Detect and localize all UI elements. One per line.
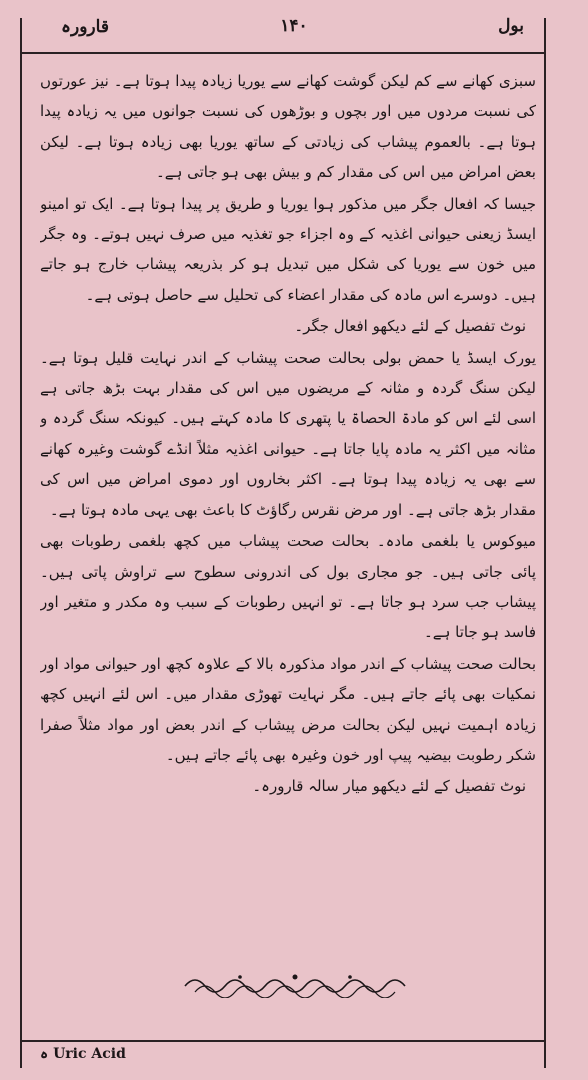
running-head-section: قارورہ [61,17,109,37]
paragraph-other-substances: بحالت صحت پیشاب کے اندر مواد مذکورہ بالا کے علاوہ کچھ اور حیوانی مواد اور نمکیات بھی پائے جاتے ہیں۔ مگر نہایت تھوڑی مقدار میں۔ اس لئے انہیں کچھ زیادہ اہمیت نہیں لیکن بحالت مرض پیشاب کے اندر بعض اور مواد مثلاً صفرا شکر رطوبت بیضیہ پیپ اور خون وغیرہ بھی پائے جاتے ہیں۔ [40,654,536,764]
footer-rule [20,1040,546,1042]
header-rule [20,52,546,54]
footnote-marker: ہ [40,1046,49,1062]
footnote-text: Uric Acid [53,1046,126,1062]
note-liver-functions: نوٹ تفصیل کے لئے دیکھو افعال جگر۔ [294,317,526,336]
left-border-line [20,18,22,1068]
paragraph-urea-diet: سبزی کھانے سے کم لیکن گوشت کھانے سے یوریا زیادہ پیدا ہوتا ہے۔ نیز عورتوں کی نسبت مردوں میں اور بچوں و بوڑھوں کی نسبت جوانوں میں یہ زیادہ پیدا ہوتا ہے۔ بالعموم پیشاب کی زیادتی کے ساتھ یوریا بھی زیادہ ہوتا ہے۔ لیکن بعض امراض میں اس کی مقدار کم و بیش بھی ہو جاتی ہے۔ [40,72,536,182]
page-number: ۱۴۰ [280,16,308,36]
note-urine-treatise: نوٹ تفصیل کے لئے دیکھو میار سالہ قارورہ۔ [252,777,526,796]
right-border-line [544,18,546,1068]
body-text [40,66,536,926]
paragraph-mucus: میوکوس یا بلغمی مادہ۔ بحالت صحت پیشاب میں کچھ بلغمی رطوبات بھی پائی جاتی ہیں۔ جو مجاری بول کی اندرونی سطوح سے تراوش پاتی ہیں۔ پیشاب جب سرد ہو جاتا ہے۔ تو انہیں رطوبات کے سبب وہ مکدر و متغیر اور فاسد ہو جاتا ہے۔ [40,532,536,642]
running-head-chapter: بول [498,16,524,36]
footnote-label [40,1046,126,1062]
paragraph-urea-formation: جیسا کہ افعال جگر میں مذکور ہوا یوریا و طریق پر پیدا ہوتا ہے۔ ایک تو امینو ایسڈ زیعنی حیوانی اغذیہ کے وہ اجزاء جو تغذیہ میں صرف نہیں ہوتے۔ وہ جگر میں خون سے یوریا کی شکل میں تبدیل ہو کر بذریعہ پیشاب خارج ہو جاتے ہیں۔ دوسرے اس مادہ کی مقدار اعضاء کی تحلیل سے حاصل ہوتی ہے۔ [40,194,536,304]
paragraph-uric-acid: یورک ایسڈ یا حمض بولی بحالت صحت پیشاب کے اندر نہایت قلیل ہوتا ہے۔ لیکن سنگ گردہ و مثانہ کے مریضوں میں اس کی مقدار بہت بڑھ جاتی ہے اسی لئے اس کو مادۃ الحصاۃ یا پتھری کا مادہ کہتے ہیں۔ کیونکہ سنگ گردہ و مثانہ میں اکثر یہ مادہ پایا جاتا ہے۔ حیوانی اغذیہ مثلاً انڈے گوشت وغیرہ کھانے سے بھی یہ زیادہ پیدا ہوتا ہے۔ اکثر بخاروں اور دموی امراض میں اس کی مقدار بڑھ جاتی ہے۔ اور مرض نقرس رگاؤٹ کا باعث بھی یہی مادہ ہوتا ہے۔ [40,348,536,519]
ornament-divider [180,968,410,998]
